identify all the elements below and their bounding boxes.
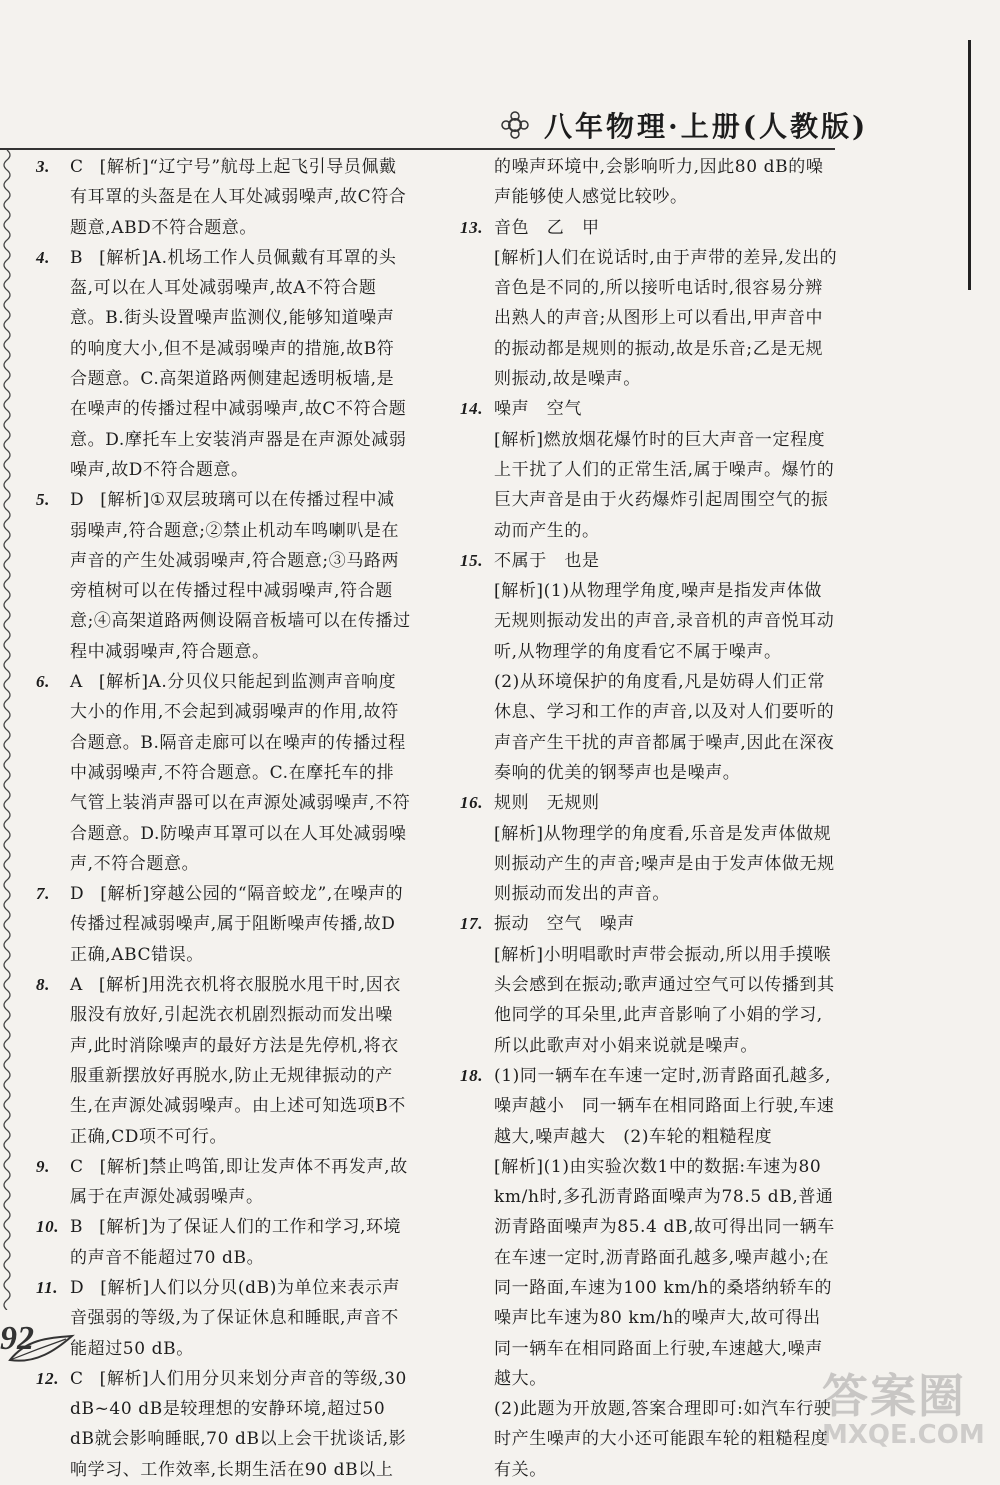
watermark-en: MXQE.COM	[822, 1420, 985, 1450]
answer-explanation: [解析]人们用分贝来划分声音的等级,30 dB~40 dB是较理想的安静环境,超过50 dB就会影响睡眠,70 dB以上会干扰谈话,影响学习、工作效率,长期生活在90 dB以上	[70, 1368, 407, 1480]
header-rule	[0, 148, 835, 150]
answer-entry	[460, 1152, 838, 1394]
answer-choice: 振动 空气 噪声	[494, 914, 635, 935]
question-number: 17.	[460, 914, 484, 934]
answer-entry	[460, 909, 838, 939]
answer-choice: D	[70, 490, 85, 511]
answer-explanation: [解析]用洗衣机将衣服脱水甩干时,因衣服没有放好,引起洗衣机剧烈振动而发出噪声,此时消除噪声的最好方法是先停机,将衣服重新摆放好再脱水,防止无规律振动的产生,在声源处减弱噪声。由上述可知选项B不正确,CD项不可行。	[70, 975, 406, 1147]
answer-choice: 不属于 也是	[494, 550, 600, 571]
answer-entry	[36, 879, 411, 970]
answer-explanation: [解析]为了保证人们的工作和学习,环境的声音不能超过70 dB。	[70, 1217, 402, 1268]
answer-explanation: (1)同一辆车在车速一定时,沥青路面孔越多,噪声越小 同一辆车在相同路面上行驶,车速越大,噪声越大 (2)车轮的粗糙程度	[494, 1065, 835, 1147]
question-number: 7.	[36, 884, 50, 904]
question-number: 12.	[36, 1368, 60, 1388]
right-column	[460, 152, 838, 1485]
answer-explanation: [解析]穿越公园的“隔音蛟龙”,在噪声的传播过程减弱噪声,属于阻断噪声传播,故D正确,ABC错误。	[70, 884, 404, 965]
answer-entry	[36, 667, 411, 879]
answer-entry	[460, 394, 838, 424]
question-number: 11.	[36, 1277, 59, 1297]
answer-explanation: [解析]小明唱歌时声带会振动,所以用手摸喉头会感到在振动;歌声通过空气可以传播到其他同学的耳朵里,此声音影响了小娟的学习,所以此歌声对小娟来说就是噪声。	[494, 944, 835, 1056]
wavy-margin-border	[0, 150, 14, 1310]
answer-explanation: [解析](1)从物理学角度,噪声是指发声体做无规则振动发出的声音,录音机的声音悦耳动听,从物理学的角度看它不属于噪声。	[494, 581, 835, 662]
answer-entry	[36, 1212, 411, 1273]
answer-explanation: [解析](1)由实验次数1中的数据:车速为80 km/h时,多孔沥青路面噪声为78.5 dB,普通沥青路面噪声为85.4 dB,故可得出同一辆车在车速一定时,沥青路面孔越多,噪声越小;在同一路面,车速为100 km/h的桑塔纳轿车的噪声比车速为80 km/h的噪声大,故可得出同一辆车在相同路面上行驶,车速越大,噪声越大。	[494, 1156, 835, 1389]
answer-entry	[36, 1364, 411, 1485]
question-number: 13.	[460, 217, 484, 237]
site-watermark	[822, 1360, 997, 1468]
answer-explanation: [解析]禁止鸣笛,即让发声体不再发声,故属于在声源处减弱噪声。	[70, 1156, 408, 1208]
question-number: 10.	[36, 1217, 60, 1237]
answer-choice: B	[70, 247, 84, 268]
binding-edge-line	[968, 40, 971, 290]
answer-explanation: [解析]A.机场工作人员佩戴有耳罩的头盔,可以在人耳处减弱噪声,故A不符合题意。B.街头设置噪声监测仪,能够知道噪声的响度大小,但不是减弱噪声的措施,故B符合题意。C.高架道路两侧建起透明板墙,是在噪声的传播过程中减弱噪声,故C不符合题意。D.摩托车上安装消声器是在声源处减弱噪声,故D不符合题意。	[70, 247, 407, 480]
answer-entry	[460, 243, 838, 394]
answer-entry	[36, 1273, 411, 1364]
answer-explanation: [解析]A.分贝仪只能起到监测声音响度大小的作用,不会起到减弱噪声的作用,故符合题意。B.隔音走廊可以在噪声的传播过程中减弱噪声,不符合题意。C.在摩托车的排气管上装消声器可以在声源处减弱噪声,不符合题意。D.防噪声耳罩可以在人耳处减弱噪声,不符合题意。	[70, 672, 411, 874]
answer-choice: A	[70, 672, 83, 693]
answer-entry	[460, 667, 838, 788]
answer-choice: C	[70, 157, 84, 177]
answer-entry	[36, 152, 411, 243]
answer-entry	[460, 546, 838, 576]
answer-explanation: (2)从环境保护的角度看,凡是妨碍人们正常休息、学习和工作的声音,以及对人们要听的声音产生干扰的声音都属于噪声,因此在深夜奏响的优美的钢琴声也是噪声。	[494, 672, 835, 783]
answer-explanation: [解析]人们以分贝(dB)为单位来表示声音强弱的等级,为了保证休息和睡眠,声音不能超过50 dB。	[70, 1277, 401, 1359]
answer-choice: 噪声 空气	[494, 399, 582, 420]
question-number: 16.	[460, 793, 484, 813]
question-number: 9.	[36, 1156, 50, 1176]
answer-choice: C	[70, 1368, 84, 1389]
answer-choice: A	[70, 975, 83, 996]
book-title: 八年物理·上册(人教版)	[544, 110, 869, 143]
question-number: 5.	[36, 490, 50, 510]
answer-explanation: [解析]①双层玻璃可以在传播过程中减弱噪声,符合题意;②禁止机动车鸣喇叭是在声音的产生处减弱噪声,符合题意;③马路两旁植树可以在传播过程中减弱噪声,符合题意;④高架道路两侧设隔音板墙可以在传播过程中减弱噪声,符合题意。	[70, 490, 411, 662]
question-number: 3.	[36, 157, 50, 176]
answer-entry	[36, 970, 411, 1152]
answer-explanation: 的噪声环境中,会影响听力,因此80 dB的噪声能够使人感觉比较吵。	[494, 157, 824, 208]
answer-choice: C	[70, 1156, 84, 1177]
question-number: 14.	[460, 399, 484, 419]
question-number: 15.	[460, 550, 484, 570]
answer-explanation: [解析]人们在说话时,由于声带的差异,发出的音色是不同的,所以接听电话时,很容易分辨出熟人的声音;从图形上可以看出,甲声音中的振动都是规则的振动,故是乐音;乙是无规则振动,故是噪声。	[494, 247, 838, 390]
answer-entry	[36, 485, 411, 667]
answer-entry	[460, 819, 838, 910]
answer-choice: 规则 无规则	[494, 793, 600, 814]
answer-entry	[36, 1152, 411, 1213]
flower-logo-icon	[500, 110, 530, 140]
question-number: 8.	[36, 975, 50, 995]
answer-choice: B	[70, 1217, 84, 1238]
answer-entry	[460, 213, 838, 243]
answer-explanation: [解析]燃放烟花爆竹时的巨大声音一定程度上干扰了人们的正常生活,属于噪声。爆竹的巨大声音是由于火药爆炸引起周围空气的振动而产生的。	[494, 429, 835, 541]
answer-entry	[460, 788, 838, 818]
page-number: 92	[0, 1320, 34, 1357]
question-number: 18.	[460, 1065, 484, 1085]
answer-entry	[460, 1394, 838, 1485]
answer-choice: D	[70, 884, 85, 905]
left-column	[36, 152, 411, 1485]
answer-choice: D	[70, 1277, 85, 1298]
answer-entry	[460, 425, 838, 546]
answer-entry	[36, 243, 411, 485]
answer-choice: 音色 乙 甲	[494, 217, 600, 238]
answer-explanation: [解析]“辽宁号”航母上起飞引导员佩戴有耳罩的头盔是在人耳处减弱噪声,故C符合题意,ABD不符合题意。	[70, 157, 407, 238]
answer-entry	[460, 576, 838, 667]
question-number: 4.	[36, 247, 50, 267]
answer-entry	[460, 940, 838, 1061]
question-number: 6.	[36, 672, 50, 692]
answer-entry	[460, 152, 838, 213]
answer-explanation: (2)此题为开放题,答案合理即可:如汽车行驶时产生噪声的大小还可能跟车轮的粗糙程度有关。	[494, 1399, 832, 1480]
answer-explanation: [解析]从物理学的角度看,乐音是发声体做规则振动产生的声音;噪声是由于发声体做无规则振动而发出的声音。	[494, 823, 835, 905]
answer-entry	[460, 1061, 838, 1152]
watermark-cn: 答案圈	[822, 1369, 966, 1423]
page-header	[500, 105, 868, 145]
